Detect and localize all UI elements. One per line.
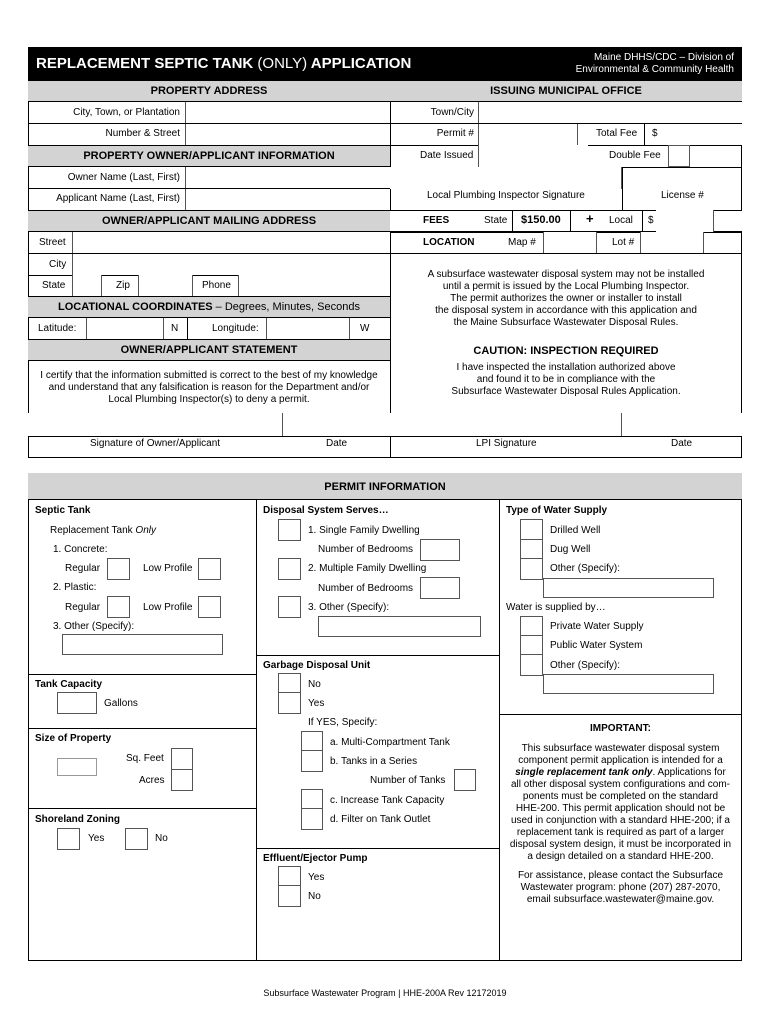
city-town-field[interactable]	[185, 102, 390, 124]
statement-line-2: and understand that any falsification is reason for the Department and/or	[48, 382, 370, 393]
double-fee-checkbox[interactable]	[668, 145, 690, 167]
local-fee-label: Local	[609, 215, 633, 226]
notice-line-3: The permit authorizes the owner or installer to install	[450, 293, 682, 304]
drilled-well-label: Drilled Well	[550, 525, 601, 536]
permit-info-heading: PERMIT INFORMATION	[324, 481, 446, 493]
other-serves-label: 3. Other (Specify):	[308, 602, 390, 613]
latitude-label: Latitude:	[38, 323, 77, 334]
state-label: State	[42, 280, 66, 291]
lpi-signature-label: LPI Signature	[476, 438, 537, 449]
assistance-line-2: Wastewater program: phone (207) 287-2070,	[520, 882, 721, 893]
applicant-name-field[interactable]	[185, 189, 390, 210]
longitude-label: Longitude:	[212, 323, 259, 334]
location-label: LOCATION	[423, 237, 475, 248]
acres-label: Acres	[139, 775, 165, 786]
single-family-checkbox[interactable]	[278, 519, 301, 541]
other-water-field[interactable]	[543, 578, 714, 598]
owner-info-heading: PROPERTY OWNER/APPLICANT INFORMATION	[83, 150, 335, 162]
section-line	[28, 808, 256, 809]
cell-divider	[570, 210, 571, 232]
low-profile-2-label: Low Profile	[143, 602, 193, 613]
effluent-heading: Effluent/Ejector Pump	[263, 853, 368, 864]
effluent-no-label: No	[308, 891, 321, 902]
cell-divider	[187, 318, 188, 339]
owner-name-label: Owner Name (Last, First)	[67, 172, 180, 183]
bedrooms-1-label: Number of Bedrooms	[318, 544, 414, 555]
filter-outlet-label: d. Filter on Tank Outlet	[330, 814, 431, 825]
owner-signature-label: Signature of Owner/Applicant	[90, 438, 221, 449]
town-city-label: Town/City	[430, 107, 474, 118]
lpi-date-label: Date	[671, 438, 693, 449]
owner-date-label: Date	[326, 438, 348, 449]
sq-feet-value-field[interactable]	[57, 758, 97, 776]
garbage-heading: Garbage Disposal Unit	[263, 660, 371, 671]
garbage-yes-checkbox[interactable]	[278, 692, 301, 714]
col-divider	[256, 500, 257, 961]
street-label: Street	[39, 237, 66, 248]
statement-line-3: Local Plumbing Inspector(s) to deny a permit.	[108, 394, 310, 405]
single-family-label: 1. Single Family Dwelling	[308, 525, 420, 536]
shoreland-no-label: No	[155, 833, 168, 844]
tanks-series-label: b. Tanks in a Series	[330, 756, 418, 767]
assistance-line-1: For assistance, please contact the Subsurface	[517, 870, 724, 881]
bedrooms-2-label: Number of Bedrooms	[318, 583, 414, 594]
license-label: License #	[661, 190, 704, 201]
number-street-label: Number & Street	[105, 128, 180, 139]
statement-line-1: I certify that the information submitted is correct to the best of my knowledge	[40, 370, 378, 381]
important-line-10: a design detailed on a standard HHE-200.	[527, 851, 714, 862]
applicant-name-label: Applicant Name (Last, First)	[56, 193, 180, 204]
shoreland-yes-checkbox[interactable]	[57, 828, 80, 850]
office-heading: ISSUING MUNICIPAL OFFICE	[490, 85, 642, 97]
permit-number-field[interactable]	[478, 124, 578, 145]
private-supply-label: Private Water Supply	[550, 621, 644, 632]
total-fee-dollar: $	[652, 128, 658, 139]
multiple-family-checkbox[interactable]	[278, 558, 301, 580]
lpi-inspection-date-field[interactable]	[622, 413, 742, 436]
section-line	[28, 728, 256, 729]
tank-other-specify-field[interactable]	[62, 634, 223, 655]
agency-line-1: Maine DHHS/CDC – Division of	[593, 52, 734, 63]
lpi-inspection-signature-field[interactable]	[390, 413, 622, 436]
other-water-label: Other (Specify):	[550, 563, 621, 574]
city-label: City	[49, 259, 67, 270]
important-heading: IMPORTANT:	[590, 723, 651, 734]
plastic-label: 2. Plastic:	[53, 582, 97, 593]
plastic-regular-checkbox[interactable]	[107, 596, 130, 618]
concrete-label: 1. Concrete:	[53, 544, 108, 555]
double-fee-label: Double Fee	[609, 150, 661, 161]
row-line	[390, 253, 742, 254]
notice-line-5: the Maine Subsurface Wastewater Disposal Rules.	[453, 317, 679, 328]
garbage-yes-label: Yes	[308, 698, 325, 709]
city-field[interactable]	[72, 254, 390, 275]
fees-state-label: State	[484, 215, 508, 226]
latitude-field[interactable]	[86, 318, 164, 339]
supplied-by-label: Water is supplied by…	[506, 602, 606, 613]
tanks-series-checkbox[interactable]	[301, 750, 323, 772]
other-specify-label: 3. Other (Specify):	[53, 621, 135, 632]
effluent-no-checkbox[interactable]	[278, 885, 301, 907]
important-line-3: single replacement tank only. Applications for	[515, 767, 726, 778]
bedrooms-1-field[interactable]	[420, 539, 460, 561]
zip-label: Zip	[116, 280, 130, 291]
lpi-signature-caption: Local Plumbing Inspector Signature	[427, 190, 585, 201]
plastic-low-profile-checkbox[interactable]	[198, 596, 221, 618]
caution-line-1: I have inspected the installation authorized above	[456, 362, 676, 373]
acres-checkbox[interactable]	[171, 769, 193, 791]
date-issued-label: Date Issued	[420, 150, 474, 161]
section-line	[28, 674, 256, 675]
important-line-2: component permit application is intended for a	[518, 755, 723, 766]
shoreland-heading: Shoreland Zoning	[35, 814, 120, 825]
size-property-heading: Size of Property	[35, 733, 112, 744]
regular-1-label: Regular	[65, 563, 101, 574]
low-profile-1-label: Low Profile	[143, 563, 193, 574]
septic-tank-heading: Septic Tank	[35, 505, 91, 516]
sq-feet-label: Sq. Feet	[126, 753, 164, 764]
longitude-field[interactable]	[266, 318, 350, 339]
city-town-label: City, Town, or Plantation	[73, 107, 180, 118]
owner-name-field[interactable]	[185, 167, 390, 189]
concrete-regular-checkbox[interactable]	[107, 558, 130, 580]
fees-label: FEES	[423, 215, 450, 226]
notice-line-4: the disposal system in accordance with this application and	[435, 305, 697, 316]
map-field[interactable]	[543, 232, 597, 253]
section-line	[256, 848, 499, 849]
total-fee-label: Total Fee	[596, 128, 638, 139]
cell-divider	[622, 167, 623, 210]
section-line	[499, 714, 742, 715]
street-field[interactable]	[72, 232, 390, 253]
regular-2-label: Regular	[65, 602, 101, 613]
local-fee-field[interactable]	[656, 210, 714, 232]
sq-feet-checkbox[interactable]	[171, 748, 193, 770]
multi-compartment-label: a. Multi-Compartment Tank	[330, 737, 450, 748]
important-line-8: replacement tank is required as part of a larger	[516, 827, 725, 838]
num-tanks-field[interactable]	[454, 769, 476, 791]
phone-field[interactable]	[238, 275, 390, 296]
phone-label: Phone	[202, 280, 231, 291]
multiple-family-label: 2. Multiple Family Dwelling	[308, 563, 427, 574]
if-yes-label: If YES, Specify:	[308, 717, 378, 728]
important-line-7: used in conjunction with a standard HHE-200; if a	[510, 815, 730, 826]
state-fee-value: $150.00	[521, 214, 561, 226]
signature-line-bottom	[28, 436, 390, 437]
cell-divider	[644, 124, 645, 145]
agency-line-2: Environmental & Community Health	[575, 64, 734, 75]
lpi-signature-field[interactable]	[390, 167, 622, 189]
filter-outlet-checkbox[interactable]	[301, 808, 323, 830]
water-supply-heading: Type of Water Supply	[506, 505, 608, 516]
state-field[interactable]	[72, 275, 102, 296]
property-address-heading: PROPERTY ADDRESS	[150, 85, 268, 97]
important-line-6: HHE-200. This permit application should not be	[515, 803, 726, 814]
other-water-checkbox[interactable]	[520, 558, 543, 580]
tank-capacity-heading: Tank Capacity	[35, 679, 103, 690]
form-title: REPLACEMENT SEPTIC TANK (ONLY) APPLICATION	[36, 55, 412, 72]
drilled-well-checkbox[interactable]	[520, 519, 543, 541]
caution-heading: CAUTION: INSPECTION REQUIRED	[473, 345, 659, 357]
other-supply-checkbox[interactable]	[520, 654, 543, 676]
footer-text: Subsurface Wastewater Program | HHE-200A Rev 12172019	[263, 988, 507, 998]
coordinates-heading: LOCATIONAL COORDINATES – Degrees, Minutes, Seconds	[58, 301, 360, 313]
lot-field[interactable]	[640, 232, 704, 253]
gallons-label: Gallons	[104, 698, 138, 709]
public-system-label: Public Water System	[550, 640, 643, 651]
caution-line-3: Subsurface Wastewater Disposal Rules Application.	[451, 386, 681, 397]
replacement-tank-label: Replacement Tank Only	[50, 525, 156, 536]
w-label: W	[360, 323, 370, 334]
other-serves-field[interactable]	[318, 616, 481, 637]
cell-divider	[642, 210, 643, 232]
important-line-5: ponents must be completed on the standard	[522, 791, 719, 802]
signature-line-bottom	[390, 436, 742, 437]
garbage-no-label: No	[308, 679, 321, 690]
effluent-yes-label: Yes	[308, 872, 325, 883]
lot-label: Lot #	[612, 237, 635, 248]
statement-heading: OWNER/APPLICANT STATEMENT	[120, 344, 298, 356]
notice-line-2: until a permit is issued by the Local Plumbing Inspector.	[442, 281, 690, 292]
disposal-heading: Disposal System Serves…	[263, 505, 389, 516]
owner-date-field[interactable]	[283, 413, 390, 436]
other-supply-label: Other (Specify):	[550, 660, 621, 671]
number-street-field[interactable]	[185, 124, 390, 145]
num-tanks-label: Number of Tanks	[370, 775, 446, 786]
shoreland-no-checkbox[interactable]	[125, 828, 148, 850]
other-serves-checkbox[interactable]	[278, 596, 301, 618]
zip-field[interactable]	[138, 275, 193, 296]
owner-signature-field[interactable]	[28, 413, 283, 436]
notice-line-1: A subsurface wastewater disposal system may not be installed	[427, 269, 705, 280]
town-city-field[interactable]	[478, 102, 742, 124]
other-supply-field[interactable]	[543, 674, 714, 694]
concrete-low-profile-checkbox[interactable]	[198, 558, 221, 580]
important-line-4: all other disposal system configurations and com-	[511, 779, 730, 790]
date-issued-field[interactable]	[478, 145, 588, 167]
plus-sign: +	[586, 211, 594, 226]
bedrooms-2-field[interactable]	[420, 577, 460, 599]
important-line-9: disposal system design, it must be incorporated in	[509, 839, 732, 850]
tank-capacity-field[interactable]	[57, 692, 97, 714]
important-line-1: This subsurface wastewater disposal system	[521, 743, 720, 754]
dug-well-label: Dug Well	[550, 544, 591, 555]
cell-divider	[512, 210, 513, 232]
caution-line-2: and found it to be in compliance with the	[476, 374, 656, 385]
shoreland-yes-label: Yes	[88, 833, 105, 844]
increase-capacity-label: c. Increase Tank Capacity	[330, 795, 445, 806]
map-label: Map #	[508, 237, 536, 248]
permit-number-label: Permit #	[436, 128, 474, 139]
n-label: N	[171, 323, 179, 334]
local-fee-dollar: $	[648, 215, 654, 226]
mailing-address-heading: OWNER/APPLICANT MAILING ADDRESS	[101, 215, 317, 227]
section-line	[256, 655, 499, 656]
assistance-line-3: email subsurface.wastewater@maine.gov.	[526, 894, 715, 905]
total-fee-field[interactable]	[660, 124, 742, 145]
